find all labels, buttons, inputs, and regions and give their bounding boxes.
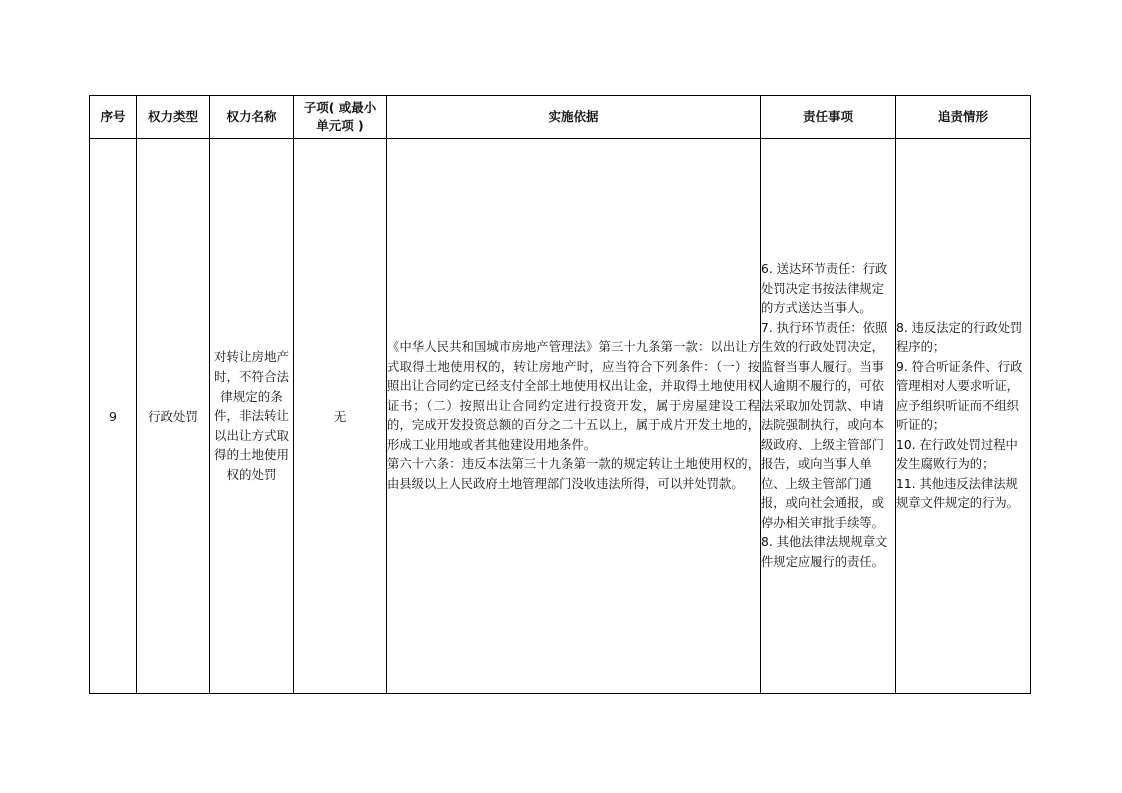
header-subitem-line-2: 单元项 ) — [316, 118, 364, 133]
basis-paragraph-1: 《中华人民共和国城市房地产管理法》第三十九条第一款：以出让方式取得土地使用权的，转让房地产时，应当符合下列条件：（一）按照出让合同约定已经支付全部土地使用权出让金，并取得土地使用权证书；（二）按照出让合同约定进行投资开发，属于房屋建设工程的，完成开发投资总额的百分之二十五以上，属于成片开发土地的，形成工业用地或者其他建设用地条件。 — [387, 340, 760, 452]
header-power-name: 权力名称 — [210, 96, 294, 139]
row-number: 9 — [90, 139, 137, 694]
row-power-name: 对转让房地产时，不符合法律规定的条件，非法转让以出让方式取得的土地使用权的处罚 — [210, 139, 294, 694]
responsibility-item: 7. 执行环节责任：依照生效的行政处罚决定，监督当事人履行。当事人逾期不履行的，可依法采取加处罚款、申请法院强制执行，或向本级政府、上级主管部门报告，或向当事人单位、上级主管部门通报，或向社会通报，或停办相关审批手续等。 — [761, 320, 888, 530]
header-number: 序号 — [90, 96, 137, 139]
responsibility-item: 6. 送达环节责任：行政处罚决定书按法律规定的方式送达当事人。 — [761, 262, 888, 315]
header-basis: 实施依据 — [387, 96, 761, 139]
table-row — [90, 139, 1031, 694]
header-accountability: 追责情形 — [896, 96, 1031, 139]
row-power-type: 行政处罚 — [137, 139, 210, 694]
header-subitem — [294, 96, 387, 139]
row-responsibilities — [761, 139, 896, 694]
row-subitem: 无 — [294, 139, 387, 694]
accountability-item: 11. 其他违反法律法规规章文件规定的行为。 — [896, 476, 1019, 510]
header-power-type: 权力类型 — [137, 96, 210, 139]
accountability-item: 8. 违反法定的行政处罚程序的； — [896, 320, 1023, 354]
basis-paragraph-2: 第六十六条：违反本法第三十九条第一款的规定转让土地使用权的，由县级以上人民政府土地管理部门没收违法所得，可以并处罚款。 — [387, 457, 760, 491]
accountability-item: 9. 符合听证条件、行政管理相对人要求听证，应予组织听证而不组织听证的； — [896, 359, 1023, 432]
row-accountability — [896, 139, 1031, 694]
header-subitem-line-1: 子项( 或最小 — [303, 100, 377, 115]
header-responsibilities: 责任事项 — [761, 96, 896, 139]
accountability-item: 10. 在行政处罚过程中发生腐败行为的； — [896, 437, 1018, 471]
row-basis — [387, 139, 761, 694]
power-list-table — [89, 95, 1031, 694]
responsibility-item: 8. 其他法律法规规章文件规定应履行的责任。 — [761, 535, 888, 569]
header-row — [90, 96, 1031, 139]
